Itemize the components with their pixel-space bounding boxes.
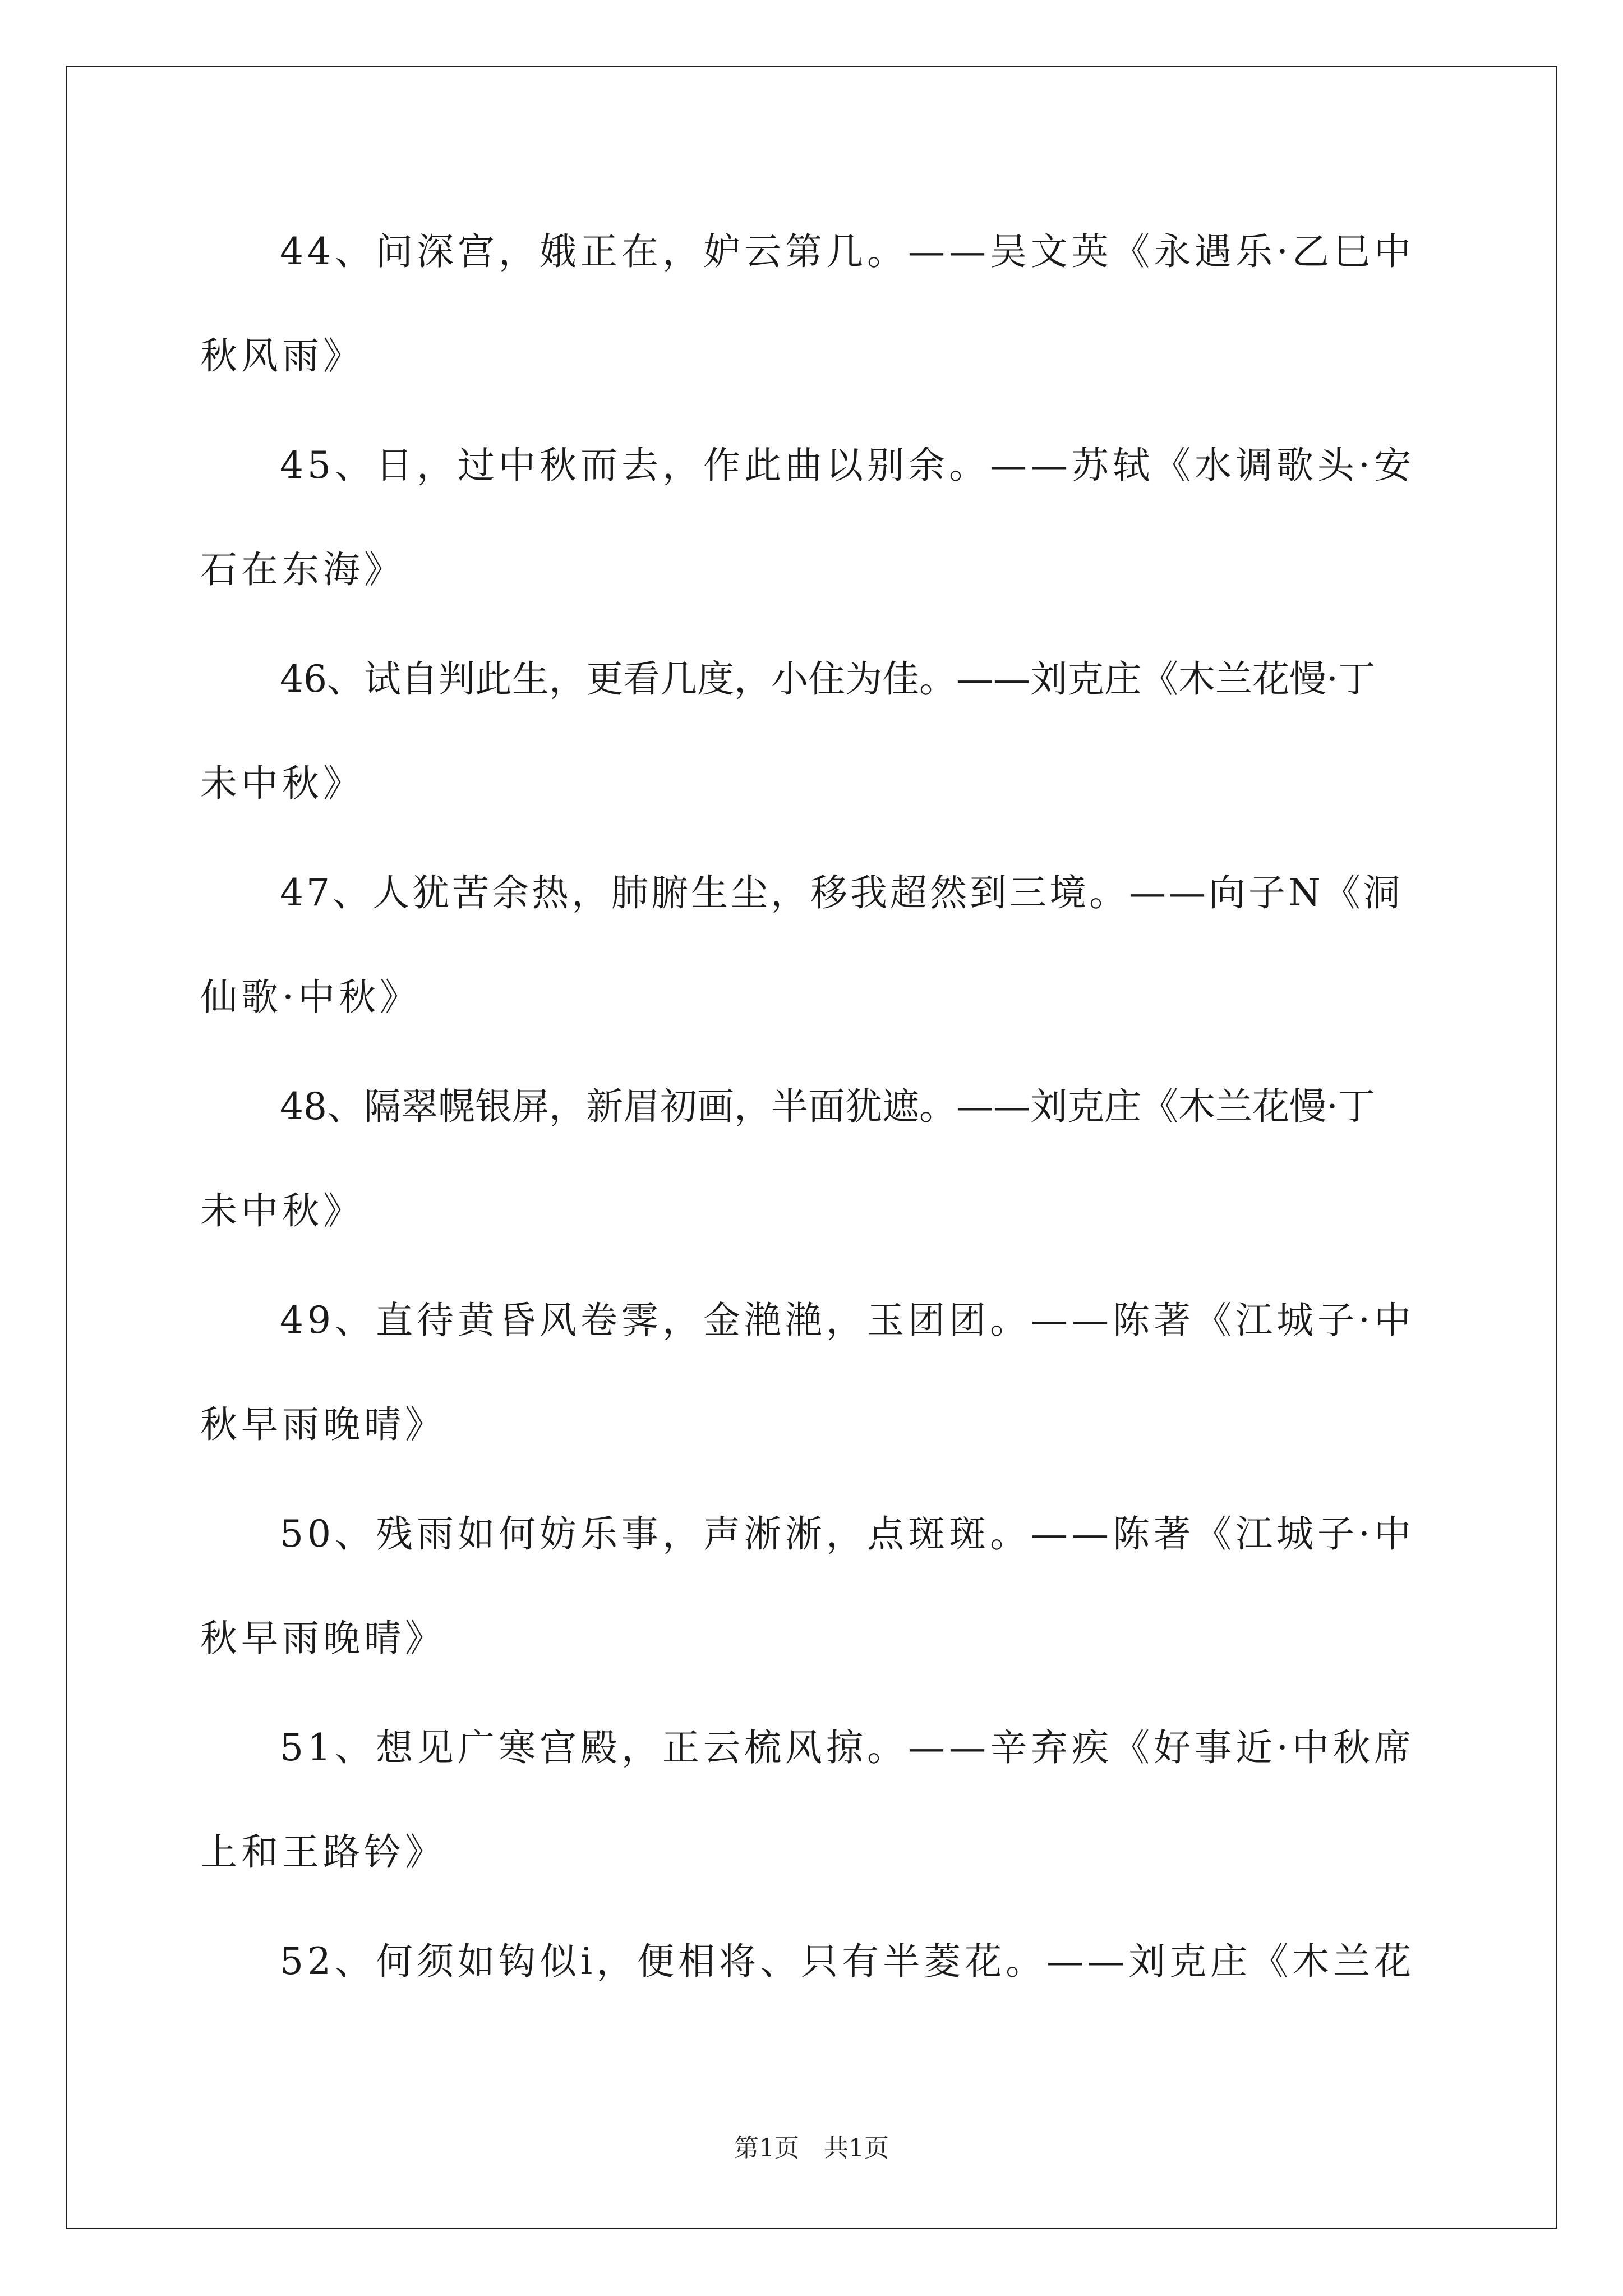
entry-line-1: 48、隔翠幌银屏，新眉初画，半面犹遮。——刘克庄《木兰花慢·丁 <box>280 1085 1375 1128</box>
entry-line-1: 47、人犹苦余热，肺腑生尘，移我超然到三境。——向子N《洞 <box>280 871 1403 914</box>
entry-line-2: 未中秋》 <box>200 762 364 805</box>
page-footer: 第1页 共1页 <box>734 2134 889 2162</box>
entry-line-2: 上和王路钤》 <box>200 1830 446 1874</box>
entry-line-2: 未中秋》 <box>200 1189 364 1232</box>
entry-line-1: 46、试自判此生，更看几度，小住为佳。——刘克庄《木兰花慢·丁 <box>280 657 1375 701</box>
entry-line-1: 50、残雨如何妨乐事，声淅淅，点斑斑。——陈著《江城子·中 <box>280 1512 1415 1556</box>
entry-line-1: 45、日，过中秋而去，作此曲以别余。——苏轼《水调歌头·安 <box>280 444 1415 487</box>
entry-line-1: 49、直待黄昏风卷霁，金滟滟，玉团团。——陈著《江城子·中 <box>280 1299 1415 1342</box>
entry-line-2: 仙歌·中秋》 <box>200 976 421 1019</box>
entry-line-2: 石在东海》 <box>200 548 405 591</box>
entry-line-1: 44、问深宫，娥正在，妒云第几。——吴文英《永遇乐·乙巳中 <box>280 230 1415 273</box>
entry-line-1: 52、何须如钩似i，便相将、只有半菱花。——刘克庄《木兰花 <box>280 1940 1415 1983</box>
page-border <box>66 66 1557 2229</box>
entry-line-2: 秋风雨》 <box>200 334 364 378</box>
entry-line-2: 秋早雨晚晴》 <box>200 1403 446 1446</box>
entry-line-2: 秋早雨晚晴》 <box>200 1617 446 1660</box>
entry-line-1: 51、想见广寒宫殿，正云梳风掠。——辛弃疾《好事近·中秋席 <box>280 1726 1415 1769</box>
